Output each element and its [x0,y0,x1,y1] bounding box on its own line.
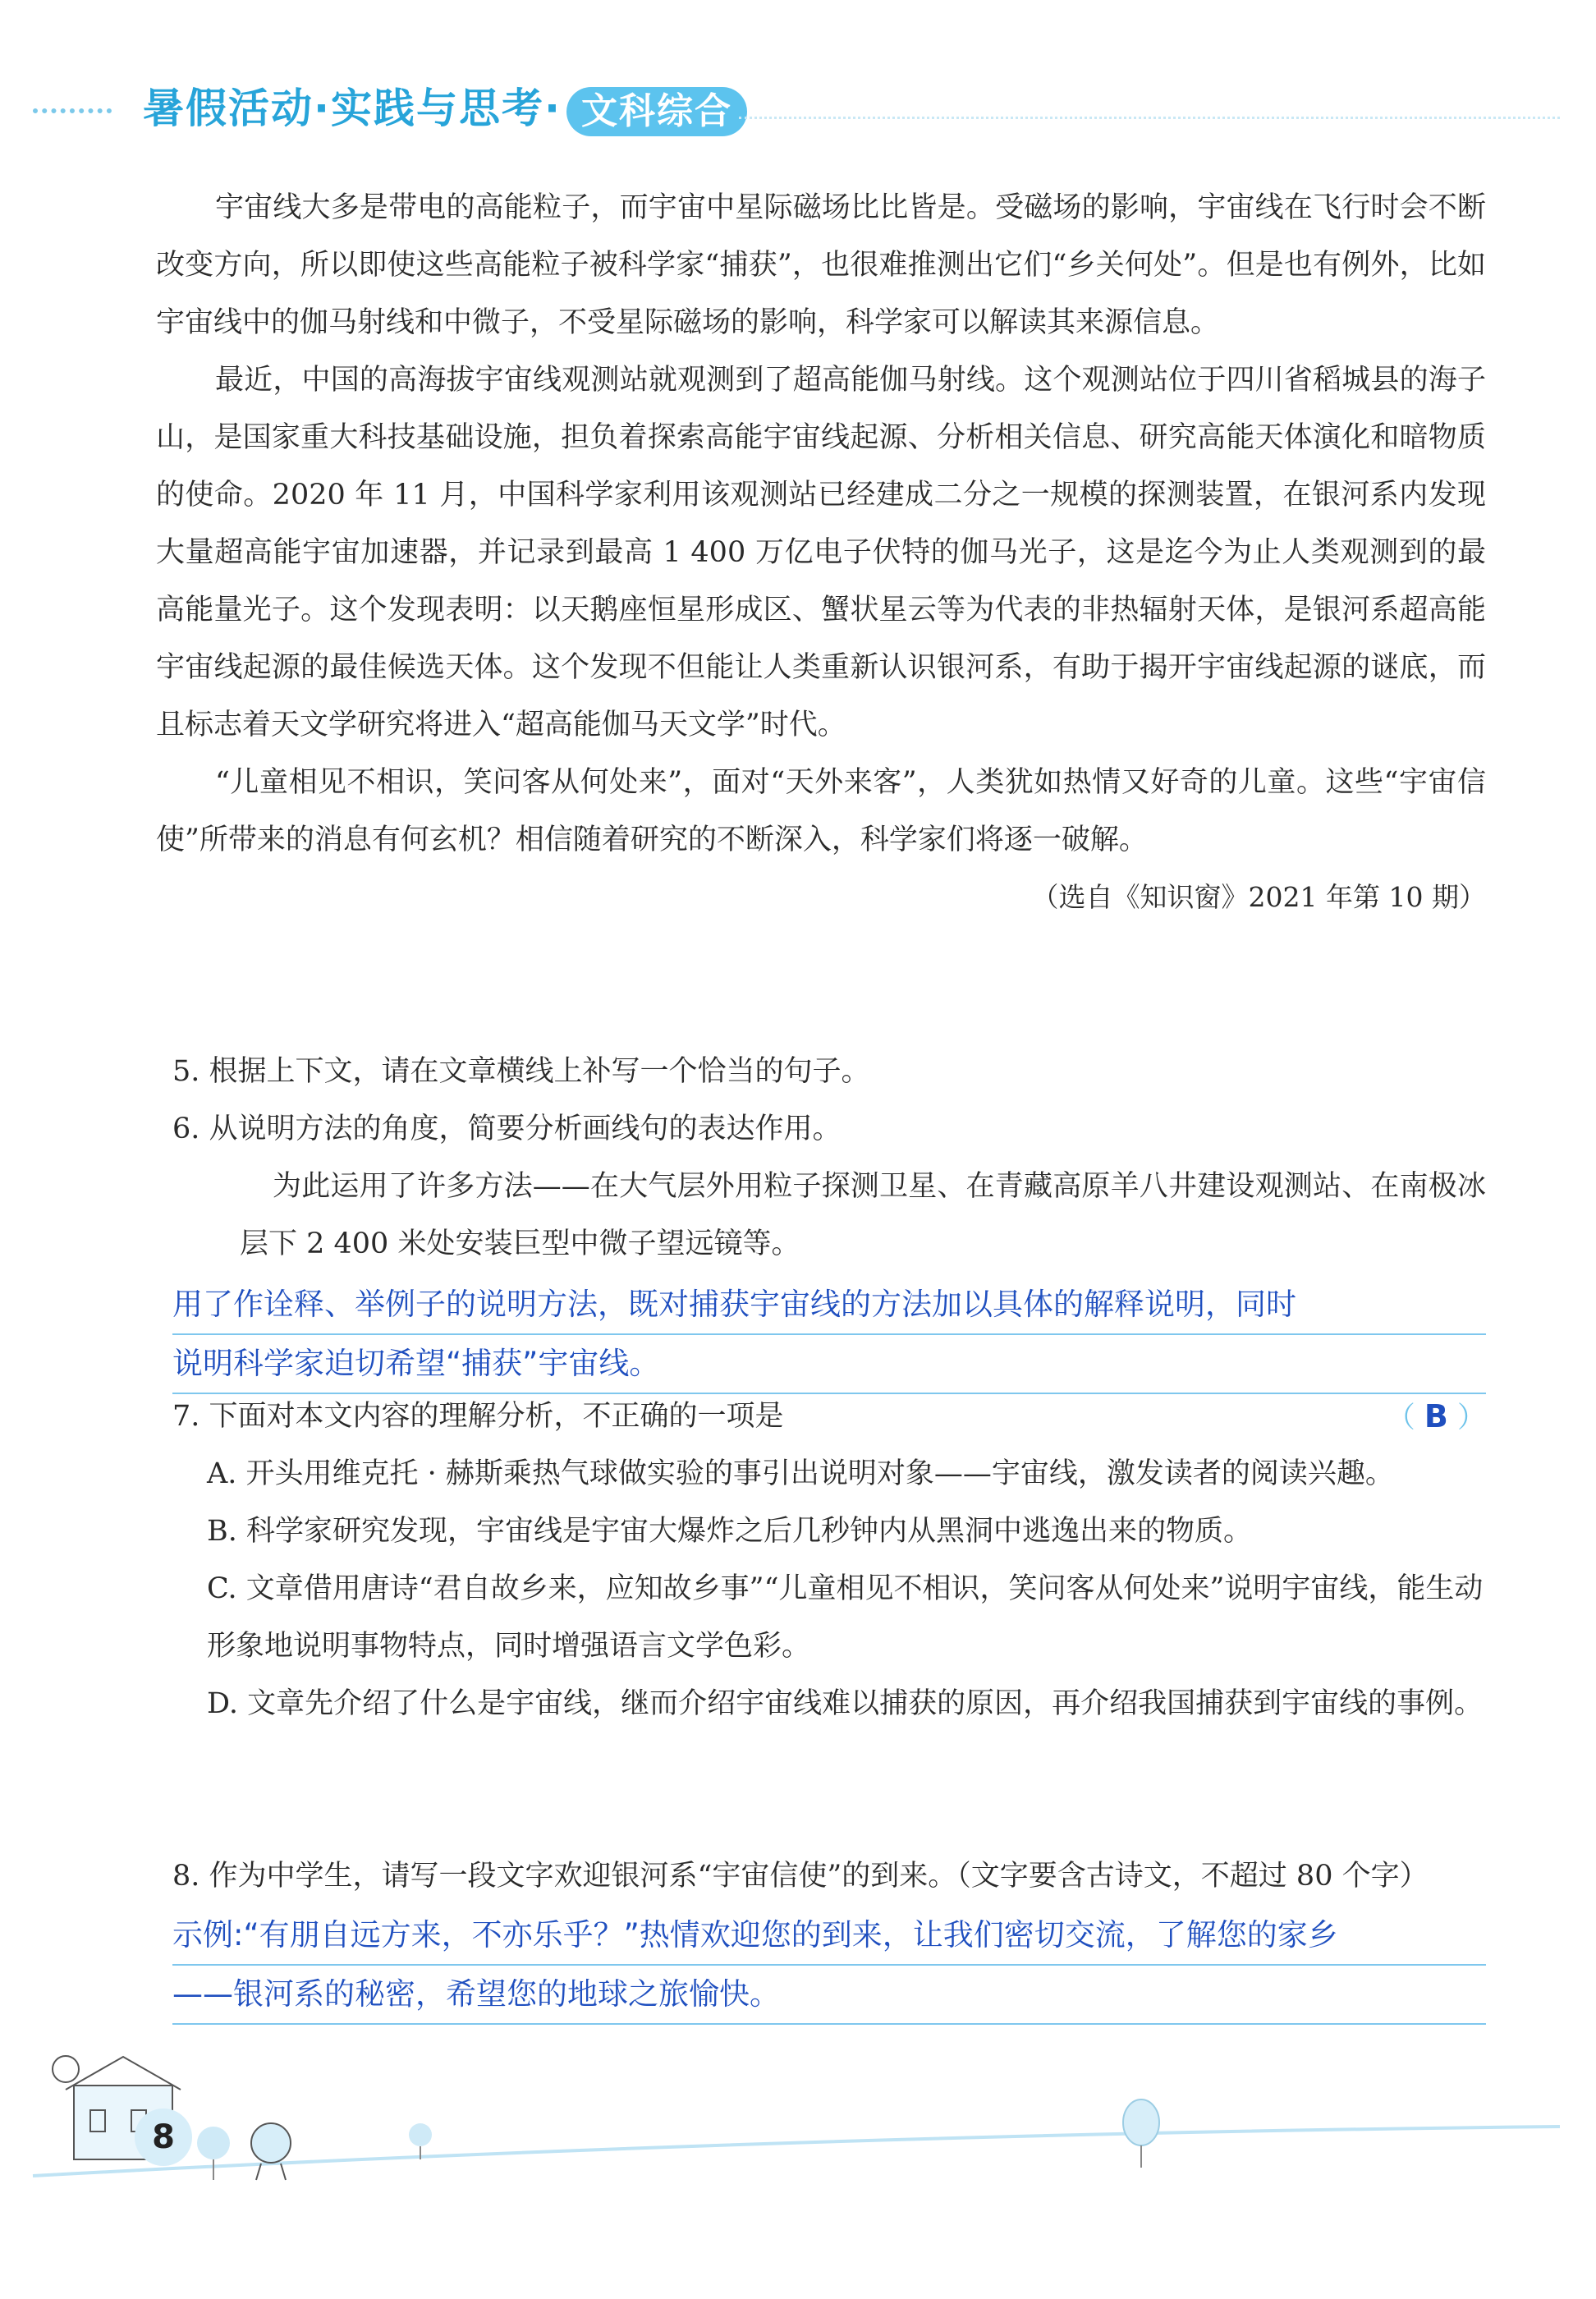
answer-paren-close: ） [1456,1402,1486,1434]
question-8-answer [172,1907,1486,2025]
header-title-main: 暑假活动·实践与思考· [143,85,562,132]
tree-icon [197,2127,230,2180]
article-source: （选自《知识窗》2021 年第 10 期） [1031,881,1486,913]
question-8 [172,1847,1486,2025]
article-body [156,179,1486,926]
tree-icon-2 [409,2123,432,2159]
page-number: 8 [135,2109,192,2166]
question-6-text: 6. 从说明方法的角度，简要分析画线句的表达作用。 [172,1113,842,1145]
question-8-answer-line-2: ——银河系的秘密，希望您的地球之旅愉快。 [172,1966,1486,2025]
header-dotted-line [739,117,1560,119]
question-6-answer [172,1276,1486,1394]
page-header [33,57,1560,140]
article-paragraph-3: “儿童相见不相识，笑问客从何处来”，面对“天外来客”，人类犹如热情又好奇的儿童。这些“宇宙信使”所带来的消息有何玄机？相信随着研究的不断深入，科学家们将逐一破解。 [156,766,1486,856]
question-6-answer-line-1: 用了作诠释、举例子的说明方法，既对捕获宇宙线的方法加以具体的解释说明，同时 [172,1276,1486,1335]
creature-icon [251,2123,291,2180]
question-7-answer-mark [1387,1388,1486,1447]
header-title [143,76,747,136]
question-7-text: 7. 下面对本文内容的理解分析，不正确的一项是 [172,1400,784,1433]
article-paragraph-2: 最近，中国的高海拔宇宙线观测站就观测到了超高能伽马射线。这个观测站位于四川省稻城县的海子山，是国家重大科技基础设施，担负着探索高能宇宙线起源、分析相关信息、研究高能天体演化和暗物质的使命。2020 年 11 月，中国科学家利用该观测站已经建成二分之一规模的探测装置，在银河系内发现大量超高能宇宙加速器，并记录到最高 1 400 万亿电子伏特的伽马光子，这是迄今为止人类观测到的最高能量光子。这个发现表明：以天鹅座恒星形成区、蟹状星云等为代表的非热辐射天体，是银河系超高能宇宙线起源的最佳候选天体。这个发现不但能让人类重新认识银河系，有助于揭开宇宙线起源的谜底，而且标志着天文学研究将进入“超高能伽马天文学”时代。 [156,364,1486,741]
question-6-answer-line-2: 说明科学家迫切希望“捕获”宇宙线。 [172,1335,1486,1394]
question-8-text: 8. 作为中学生，请写一段文字欢迎银河系“宇宙信使”的到来。（文字要含古诗文，不超过 80 个字） [172,1860,1429,1893]
question-5-text: 5. 根据上下文，请在文章横线上补写一个恰当的句子。 [172,1055,870,1088]
question-7-option-b: B. 科学家研究发现，宇宙线是宇宙大爆炸之后几秒钟内从黑洞中逃逸出来的物质。 [207,1515,1252,1548]
question-7 [172,1388,1486,1732]
answer-paren-open: （ [1386,1402,1415,1434]
question-7-option-d: D. 文章先介绍了什么是宇宙线，继而介绍宇宙线难以捕获的原因，再介绍我国捕获到宇宙线的事例。 [207,1687,1484,1720]
question-8-answer-line-1: 示例:“有朋自远方来，不亦乐乎？”热情欢迎您的到来，让我们密切交流，了解您的家乡 [172,1907,1486,1966]
tree-icon-3 [1123,2099,1159,2168]
question-7-answer: B [1424,1398,1448,1434]
question-6-quote: 为此运用了许多方法——在大气层外用粒子探测卫星、在青藏高原羊八井建设观测站、在南极冰层下 2 400 米处安装巨型中微子望远镜等。 [240,1170,1486,1260]
question-6 [172,1100,1486,1394]
question-7-option-c: C. 文章借用唐诗“君自故乡来，应知故乡事”“儿童相见不相识，笑问客从何处来”说明宇宙线，能生动形象地说明事物特点，同时增强语言文学色彩。 [207,1572,1484,1663]
header-dots [33,108,112,113]
header-title-badge: 文科综合 [566,87,747,136]
footer-decoration [0,2036,1596,2299]
question-7-option-a: A. 开头用维克托 · 赫斯乘热气球做实验的事引出说明对象——宇宙线，激发读者的阅读兴趣。 [207,1457,1394,1490]
question-5 [172,1043,1486,1100]
article-paragraph-1: 宇宙线大多是带电的高能粒子，而宇宙中星际磁场比比皆是。受磁场的影响，宇宙线在飞行时会不断改变方向，所以即使这些高能粒子被科学家“捕获”，也很难推测出它们“乡关何处”。但是也有例外，比如宇宙线中的伽马射线和中微子，不受星际磁场的影响，科学家可以解读其来源信息。 [156,191,1486,339]
